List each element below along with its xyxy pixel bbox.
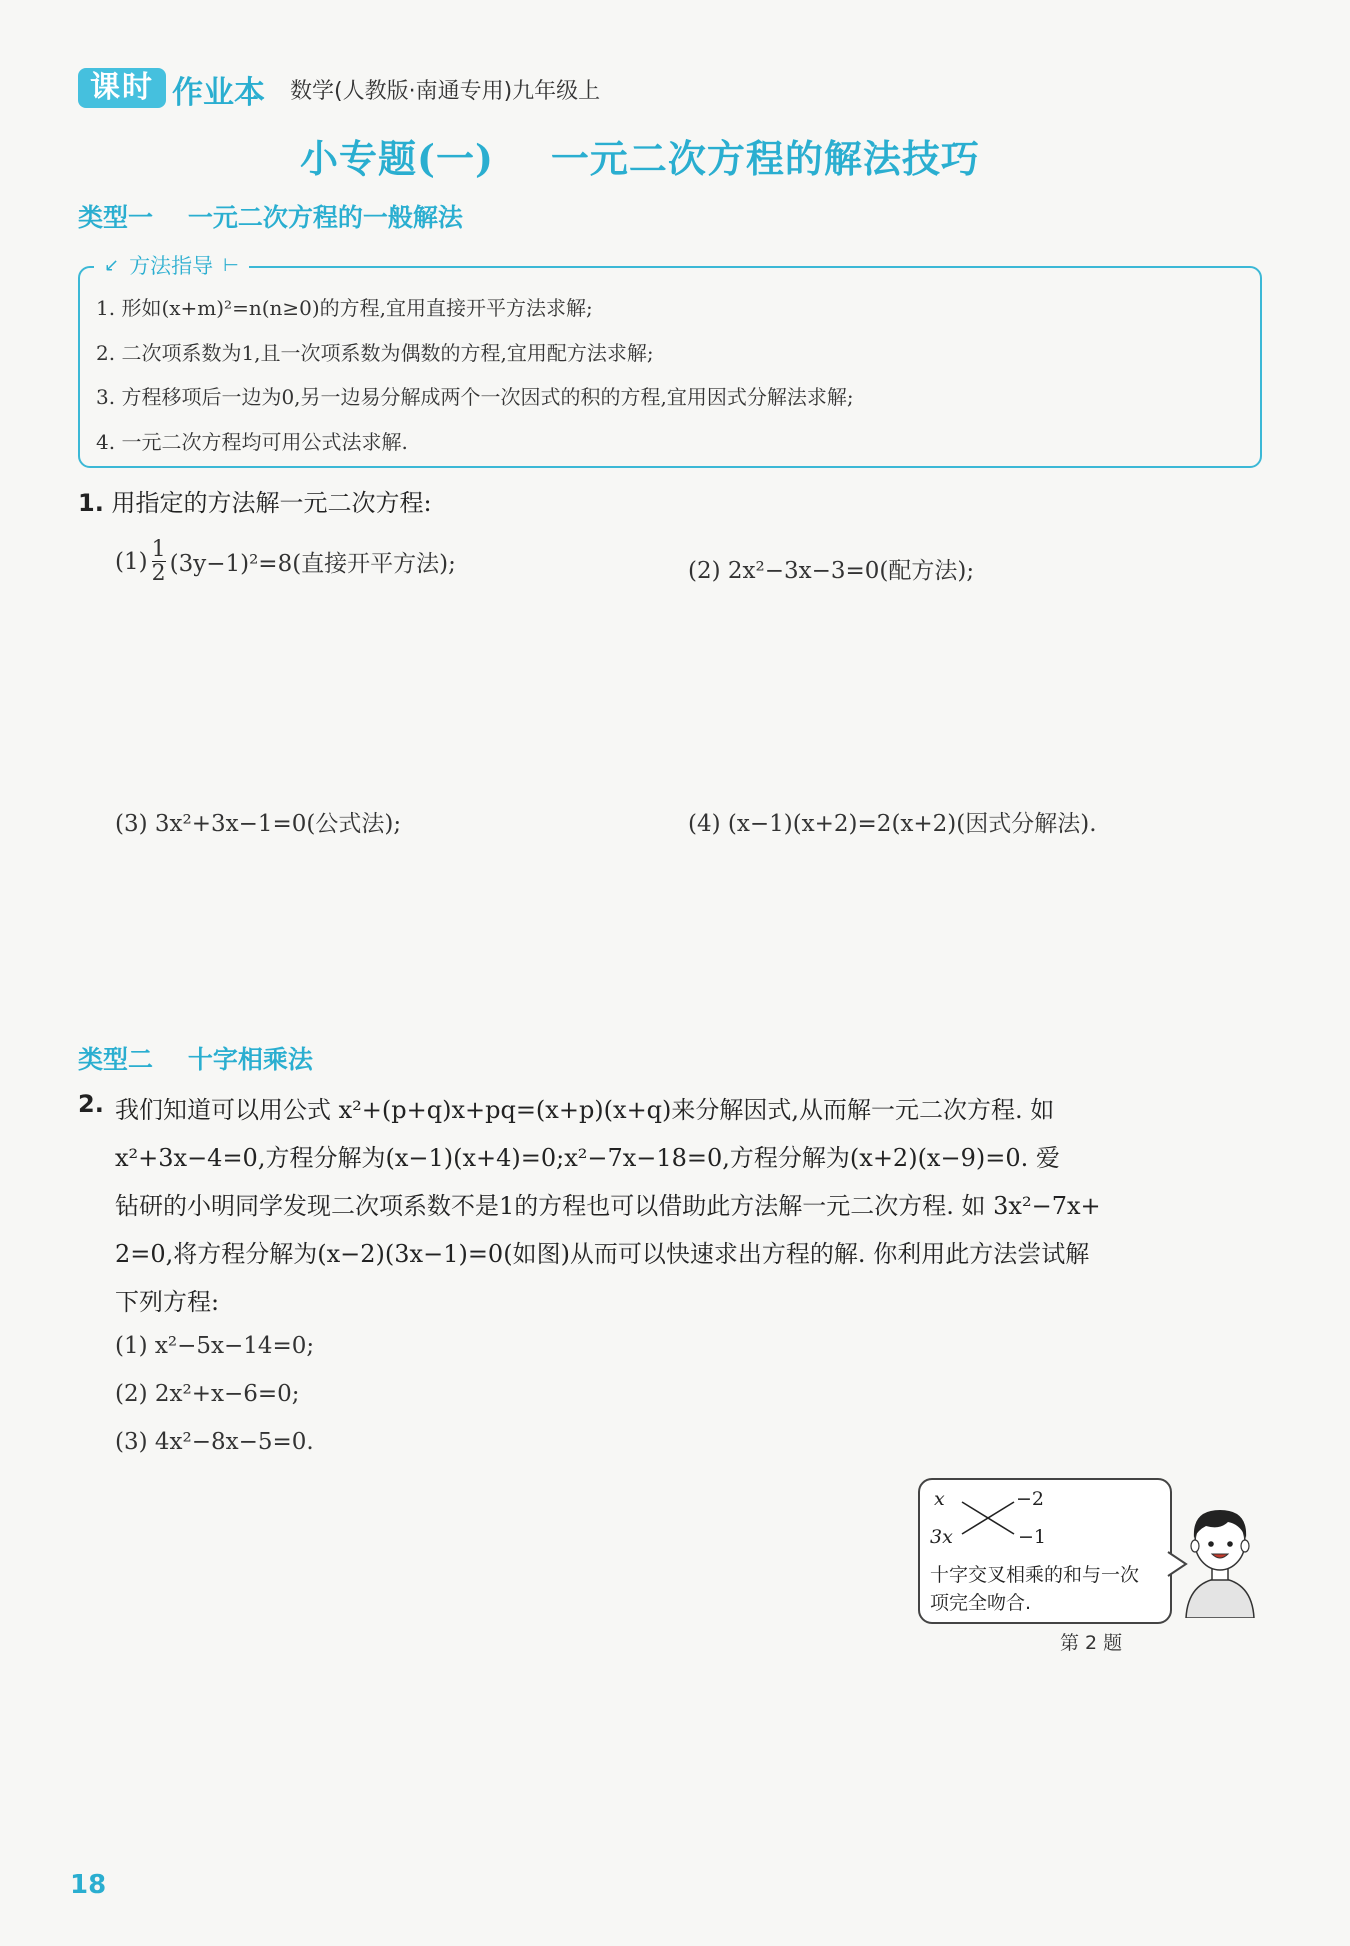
cross-bottom-right: −1 (1018, 1526, 1047, 1548)
method-item: 2. 二次项系数为1,且一次项系数为偶数的方程,宜用配方法求解; (96, 341, 654, 365)
sub-question-2-3: (3) 4x²−8x−5=0. (115, 1429, 314, 1455)
speech-bubble (918, 1478, 1172, 1624)
section-title-2: 类型二 十字相乘法 (78, 1045, 313, 1074)
pen-tick-icon: ↙ (104, 254, 120, 276)
method-item: 4. 一元二次方程均可用公式法求解. (96, 430, 408, 454)
cross-top-left: x (934, 1488, 945, 1510)
paragraph-line: 2=0,将方程分解为(x−2)(3x−1)=0(如图)从而可以快速求出方程的解. 你利用此方法尝试解 (115, 1240, 1090, 1268)
question-number-2 (78, 1090, 104, 1118)
pen-tick-icon: ⊢ (223, 254, 239, 276)
brand-title: 作业本 (172, 75, 265, 111)
sub-equation: (3y−1)²=8(直接开平方法); (169, 551, 456, 578)
fraction-denominator: 2 (151, 561, 166, 587)
sub-question-1-1 (115, 538, 456, 585)
bubble-note-line: 项完全吻合. (930, 1592, 1032, 1614)
method-item: 3. 方程移项后一边为0,另一边易分解成两个一次因式的积的方程,宜用因式分解法求解; (96, 385, 854, 409)
paragraph-line: 我们知道可以用公式 x²+(p+q)x+pq=(x+p)(x+q)来分解因式,从而解一元二次方程. 如 (115, 1096, 1055, 1124)
cross-lines-icon (960, 1494, 1016, 1542)
cross-bottom-left: 3x (930, 1526, 953, 1548)
section-title-1: 类型一 一元二次方程的一般解法 (78, 203, 463, 232)
question-number: 1. (78, 489, 104, 517)
sub-question-1-4: (4) (x−1)(x+2)=2(x+2)(因式分解法). (688, 811, 1097, 837)
bubble-note-line: 十字交叉相乘的和与一次 (930, 1564, 1140, 1586)
question-1 (78, 483, 432, 518)
method-item: 1. 形如(x+m)²=n(n≥0)的方程,宜用直接开平方法求解; (96, 296, 593, 320)
paragraph-line: 钻研的小明同学发现二次项系数不是1的方程也可以借助此方法解一元二次方程. 如 3x²−7x+ (115, 1192, 1101, 1220)
sub-question-1-3: (3) 3x²+3x−1=0(公式法); (115, 811, 402, 837)
sub-label: (1) (115, 548, 148, 575)
fraction (152, 538, 166, 585)
sub-question-1-2: (2) 2x²−3x−3=0(配方法); (688, 558, 975, 584)
cross-top-right: −2 (1016, 1488, 1045, 1510)
boy-illustration-icon (1180, 1498, 1260, 1618)
page-title: 小专题(一) 一元二次方程的解法技巧 (300, 136, 980, 181)
question-number: 2. (78, 1090, 104, 1118)
sub-question-2-1: (1) x²−5x−14=0; (115, 1333, 315, 1359)
method-guide-label (94, 250, 249, 280)
paragraph-line: 下列方程: (115, 1288, 220, 1316)
figure-caption: 第 2 题 (1060, 1632, 1123, 1654)
question-2-text (115, 1086, 1265, 1326)
method-guide-label-text: 方法指导 (129, 254, 214, 278)
page-number: 18 (70, 1870, 107, 1900)
paragraph-line: x²+3x−4=0,方程分解为(x−1)(x+4)=0;x²−7x−18=0,方程分解为(x+2)(x−9)=0. 爱 (115, 1144, 1060, 1172)
question-stem: 用指定的方法解一元二次方程: (111, 489, 432, 517)
fraction-numerator: 1 (151, 537, 166, 562)
brand-logo: 课时 (78, 68, 166, 108)
book-subtitle: 数学(人教版·南通专用)九年级上 (290, 79, 601, 104)
sub-question-2-2: (2) 2x²+x−6=0; (115, 1381, 300, 1407)
